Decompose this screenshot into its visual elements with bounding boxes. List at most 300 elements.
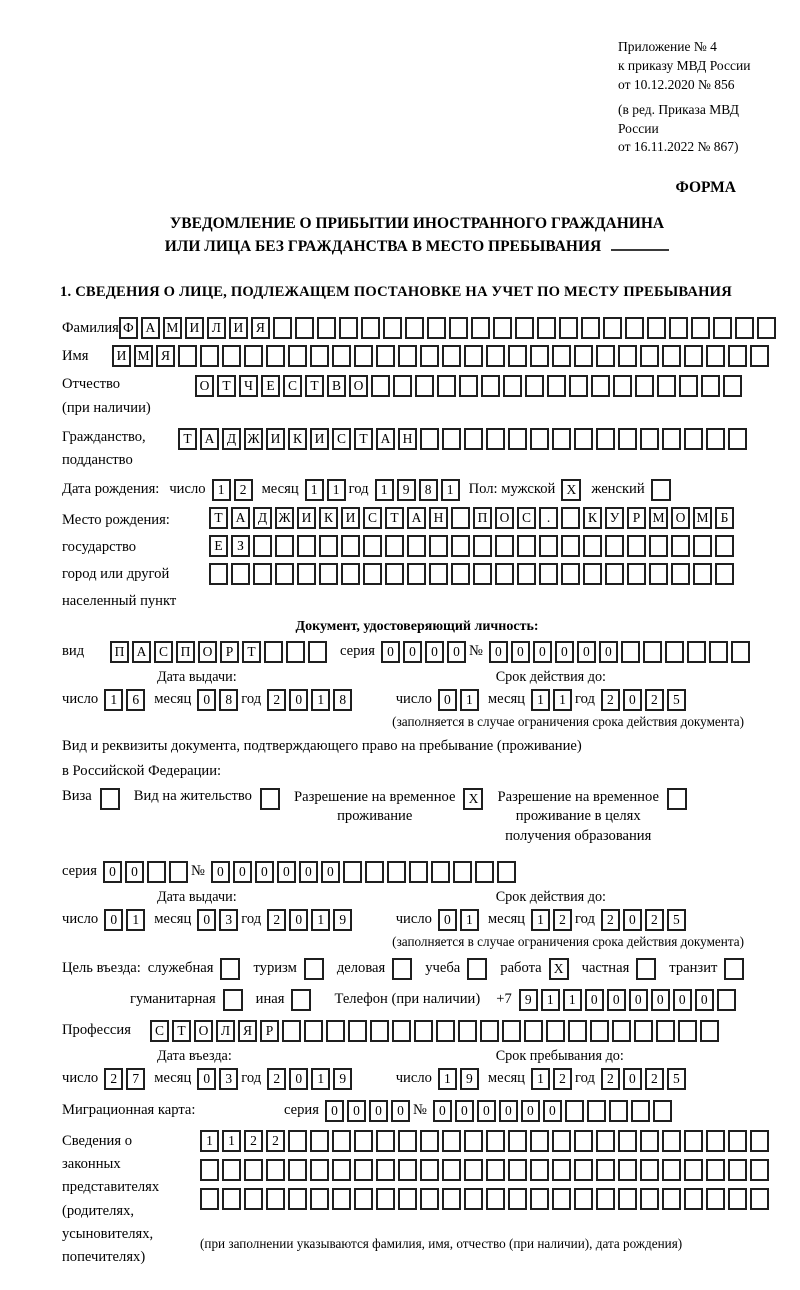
- form-cell[interactable]: 2: [645, 909, 664, 931]
- form-cell[interactable]: 0: [289, 689, 308, 711]
- form-cell[interactable]: [515, 317, 534, 339]
- form-cell[interactable]: 2: [267, 909, 286, 931]
- form-cell[interactable]: [473, 535, 492, 557]
- form-cell[interactable]: И: [112, 345, 131, 367]
- form-cell[interactable]: [200, 345, 219, 367]
- form-cell[interactable]: [530, 1188, 549, 1210]
- form-cell[interactable]: [273, 317, 292, 339]
- form-cell[interactable]: 2: [645, 689, 664, 711]
- form-cell[interactable]: [407, 535, 426, 557]
- form-cell[interactable]: [508, 428, 527, 450]
- form-cell[interactable]: 5: [667, 1068, 686, 1090]
- form-cell[interactable]: Ж: [244, 428, 263, 450]
- form-cell[interactable]: 0: [289, 909, 308, 931]
- form-cell[interactable]: 0: [477, 1100, 496, 1122]
- form-cell[interactable]: 0: [347, 1100, 366, 1122]
- form-cell[interactable]: 1: [327, 479, 346, 501]
- form-cell[interactable]: [376, 345, 395, 367]
- form-cell[interactable]: [436, 1020, 455, 1042]
- form-cell[interactable]: [341, 535, 360, 557]
- form-cell[interactable]: [495, 535, 514, 557]
- form-cell[interactable]: [750, 345, 769, 367]
- form-cell[interactable]: Т: [354, 428, 373, 450]
- form-cell[interactable]: 0: [455, 1100, 474, 1122]
- form-cell[interactable]: [671, 535, 690, 557]
- form-cell[interactable]: [363, 563, 382, 585]
- form-cell[interactable]: 2: [553, 1068, 572, 1090]
- form-cell[interactable]: [310, 1130, 329, 1152]
- form-cell[interactable]: [640, 428, 659, 450]
- form-cell[interactable]: [222, 1188, 241, 1210]
- form-cell[interactable]: [706, 1130, 725, 1152]
- form-cell[interactable]: [420, 1159, 439, 1181]
- form-cell[interactable]: [442, 345, 461, 367]
- form-cell[interactable]: 1: [541, 989, 560, 1011]
- form-cell[interactable]: Б: [715, 507, 734, 529]
- form-cell[interactable]: [486, 1130, 505, 1152]
- form-cell[interactable]: [700, 1020, 719, 1042]
- form-cell[interactable]: [459, 375, 478, 397]
- form-cell[interactable]: [728, 1130, 747, 1152]
- purpose-transit-checkbox[interactable]: [724, 958, 744, 980]
- form-cell[interactable]: А: [231, 507, 250, 529]
- form-cell[interactable]: [427, 317, 446, 339]
- form-cell[interactable]: [387, 861, 406, 883]
- form-cell[interactable]: [701, 375, 720, 397]
- form-cell[interactable]: [583, 563, 602, 585]
- form-cell[interactable]: [530, 345, 549, 367]
- form-cell[interactable]: [539, 563, 558, 585]
- form-cell[interactable]: 0: [499, 1100, 518, 1122]
- form-cell[interactable]: [706, 345, 725, 367]
- form-cell[interactable]: [713, 317, 732, 339]
- form-cell[interactable]: [678, 1020, 697, 1042]
- form-cell[interactable]: 0: [103, 861, 122, 883]
- form-cell[interactable]: [385, 535, 404, 557]
- form-cell[interactable]: [684, 1159, 703, 1181]
- form-cell[interactable]: П: [176, 641, 195, 663]
- form-cell[interactable]: [657, 375, 676, 397]
- form-cell[interactable]: [414, 1020, 433, 1042]
- form-cell[interactable]: [464, 1188, 483, 1210]
- form-cell[interactable]: Р: [627, 507, 646, 529]
- form-cell[interactable]: Я: [156, 345, 175, 367]
- form-cell[interactable]: 0: [277, 861, 296, 883]
- form-cell[interactable]: С: [517, 507, 536, 529]
- form-cell[interactable]: [612, 1020, 631, 1042]
- form-cell[interactable]: [420, 1188, 439, 1210]
- form-cell[interactable]: Р: [220, 641, 239, 663]
- form-cell[interactable]: [574, 345, 593, 367]
- form-cell[interactable]: [297, 535, 316, 557]
- form-cell[interactable]: [517, 535, 536, 557]
- form-cell[interactable]: 1: [311, 689, 330, 711]
- form-cell[interactable]: [625, 317, 644, 339]
- form-cell[interactable]: 0: [321, 861, 340, 883]
- form-cell[interactable]: [596, 345, 615, 367]
- form-cell[interactable]: 1: [212, 479, 231, 501]
- form-cell[interactable]: [618, 428, 637, 450]
- residence-permit-checkbox[interactable]: [260, 788, 280, 810]
- form-cell[interactable]: [552, 1188, 571, 1210]
- form-cell[interactable]: 1: [531, 689, 550, 711]
- form-cell[interactable]: 0: [438, 909, 457, 931]
- form-cell[interactable]: [656, 1020, 675, 1042]
- form-cell[interactable]: [275, 563, 294, 585]
- form-cell[interactable]: [574, 1159, 593, 1181]
- form-cell[interactable]: [288, 1188, 307, 1210]
- form-cell[interactable]: 0: [369, 1100, 388, 1122]
- form-cell[interactable]: 0: [533, 641, 552, 663]
- form-cell[interactable]: [671, 563, 690, 585]
- form-cell[interactable]: 1: [531, 1068, 550, 1090]
- purpose-commercial-checkbox[interactable]: [392, 958, 412, 980]
- form-cell[interactable]: [458, 1020, 477, 1042]
- form-cell[interactable]: [332, 1130, 351, 1152]
- form-cell[interactable]: О: [671, 507, 690, 529]
- form-cell[interactable]: 2: [601, 1068, 620, 1090]
- form-cell[interactable]: [473, 563, 492, 585]
- form-cell[interactable]: С: [283, 375, 302, 397]
- form-cell[interactable]: [147, 861, 166, 883]
- form-cell[interactable]: [574, 1130, 593, 1152]
- form-cell[interactable]: [618, 1159, 637, 1181]
- form-cell[interactable]: [693, 563, 712, 585]
- form-cell[interactable]: 0: [381, 641, 400, 663]
- form-cell[interactable]: [308, 641, 327, 663]
- form-cell[interactable]: [603, 317, 622, 339]
- form-cell[interactable]: [481, 375, 500, 397]
- form-cell[interactable]: [731, 641, 750, 663]
- form-cell[interactable]: 2: [266, 1130, 285, 1152]
- form-cell[interactable]: А: [200, 428, 219, 450]
- form-cell[interactable]: [420, 428, 439, 450]
- form-cell[interactable]: [530, 1130, 549, 1152]
- form-cell[interactable]: 5: [667, 909, 686, 931]
- form-cell[interactable]: [717, 989, 736, 1011]
- form-cell[interactable]: [596, 1159, 615, 1181]
- form-cell[interactable]: [709, 641, 728, 663]
- form-cell[interactable]: 1: [553, 689, 572, 711]
- form-cell[interactable]: [627, 563, 646, 585]
- form-cell[interactable]: 0: [695, 989, 714, 1011]
- form-cell[interactable]: [552, 1130, 571, 1152]
- form-cell[interactable]: К: [288, 428, 307, 450]
- form-cell[interactable]: Е: [261, 375, 280, 397]
- form-cell[interactable]: 0: [197, 1068, 216, 1090]
- form-cell[interactable]: 3: [219, 1068, 238, 1090]
- temp-residence-edu-checkbox[interactable]: [667, 788, 687, 810]
- form-cell[interactable]: [451, 507, 470, 529]
- form-cell[interactable]: [684, 428, 703, 450]
- form-cell[interactable]: [706, 1159, 725, 1181]
- form-cell[interactable]: М: [163, 317, 182, 339]
- temp-residence-checkbox[interactable]: X: [463, 788, 483, 810]
- form-cell[interactable]: [393, 375, 412, 397]
- form-cell[interactable]: 1: [311, 909, 330, 931]
- form-cell[interactable]: [398, 1130, 417, 1152]
- form-cell[interactable]: [693, 535, 712, 557]
- form-cell[interactable]: [275, 535, 294, 557]
- form-cell[interactable]: [288, 345, 307, 367]
- form-cell[interactable]: [371, 375, 390, 397]
- form-cell[interactable]: [530, 1159, 549, 1181]
- form-cell[interactable]: [310, 1159, 329, 1181]
- form-cell[interactable]: [471, 317, 490, 339]
- form-cell[interactable]: [376, 1159, 395, 1181]
- form-cell[interactable]: 9: [397, 479, 416, 501]
- form-cell[interactable]: [348, 1020, 367, 1042]
- form-cell[interactable]: 0: [289, 1068, 308, 1090]
- form-cell[interactable]: [480, 1020, 499, 1042]
- form-cell[interactable]: У: [605, 507, 624, 529]
- form-cell[interactable]: Д: [253, 507, 272, 529]
- form-cell[interactable]: [508, 1130, 527, 1152]
- form-cell[interactable]: 8: [219, 689, 238, 711]
- form-cell[interactable]: [723, 375, 742, 397]
- form-cell[interactable]: [669, 317, 688, 339]
- form-cell[interactable]: [524, 1020, 543, 1042]
- form-cell[interactable]: 0: [299, 861, 318, 883]
- form-cell[interactable]: Ж: [275, 507, 294, 529]
- form-cell[interactable]: [442, 1188, 461, 1210]
- form-cell[interactable]: [552, 345, 571, 367]
- form-cell[interactable]: 0: [104, 909, 123, 931]
- form-cell[interactable]: [486, 1159, 505, 1181]
- form-cell[interactable]: [565, 1100, 584, 1122]
- form-cell[interactable]: 0: [211, 861, 230, 883]
- form-cell[interactable]: [634, 1020, 653, 1042]
- form-cell[interactable]: 0: [585, 989, 604, 1011]
- form-cell[interactable]: 1: [305, 479, 324, 501]
- form-cell[interactable]: Д: [222, 428, 241, 450]
- form-cell[interactable]: [222, 1159, 241, 1181]
- form-cell[interactable]: 0: [197, 689, 216, 711]
- form-cell[interactable]: 0: [623, 909, 642, 931]
- form-cell[interactable]: О: [195, 375, 214, 397]
- form-cell[interactable]: К: [583, 507, 602, 529]
- form-cell[interactable]: [665, 641, 684, 663]
- form-cell[interactable]: Е: [209, 535, 228, 557]
- form-cell[interactable]: А: [407, 507, 426, 529]
- form-cell[interactable]: [530, 428, 549, 450]
- form-cell[interactable]: [332, 345, 351, 367]
- form-cell[interactable]: 2: [234, 479, 253, 501]
- form-cell[interactable]: [363, 535, 382, 557]
- form-cell[interactable]: 0: [623, 1068, 642, 1090]
- form-cell[interactable]: [365, 861, 384, 883]
- form-cell[interactable]: 1: [126, 909, 145, 931]
- form-cell[interactable]: [581, 317, 600, 339]
- form-cell[interactable]: [253, 535, 272, 557]
- form-cell[interactable]: 0: [403, 641, 422, 663]
- form-cell[interactable]: [691, 317, 710, 339]
- form-cell[interactable]: 1: [460, 689, 479, 711]
- form-cell[interactable]: 9: [333, 909, 352, 931]
- form-cell[interactable]: [546, 1020, 565, 1042]
- form-cell[interactable]: [304, 1020, 323, 1042]
- form-cell[interactable]: 0: [599, 641, 618, 663]
- form-cell[interactable]: [442, 428, 461, 450]
- form-cell[interactable]: 0: [623, 689, 642, 711]
- form-cell[interactable]: 0: [425, 641, 444, 663]
- purpose-business-checkbox[interactable]: [220, 958, 240, 980]
- form-cell[interactable]: [679, 375, 698, 397]
- form-cell[interactable]: [354, 345, 373, 367]
- form-cell[interactable]: [398, 1159, 417, 1181]
- form-cell[interactable]: [591, 375, 610, 397]
- form-cell[interactable]: [317, 317, 336, 339]
- form-cell[interactable]: [640, 345, 659, 367]
- form-cell[interactable]: [568, 1020, 587, 1042]
- form-cell[interactable]: [574, 428, 593, 450]
- form-cell[interactable]: 1: [222, 1130, 241, 1152]
- form-cell[interactable]: О: [495, 507, 514, 529]
- form-cell[interactable]: [627, 535, 646, 557]
- form-cell[interactable]: [209, 563, 228, 585]
- form-cell[interactable]: [451, 535, 470, 557]
- form-cell[interactable]: [684, 345, 703, 367]
- form-cell[interactable]: Т: [217, 375, 236, 397]
- form-cell[interactable]: Т: [305, 375, 324, 397]
- form-cell[interactable]: [354, 1159, 373, 1181]
- form-cell[interactable]: [288, 1130, 307, 1152]
- form-cell[interactable]: [264, 641, 283, 663]
- form-cell[interactable]: [341, 563, 360, 585]
- form-cell[interactable]: 0: [325, 1100, 344, 1122]
- form-cell[interactable]: С: [150, 1020, 169, 1042]
- form-cell[interactable]: 5: [667, 689, 686, 711]
- form-cell[interactable]: 0: [555, 641, 574, 663]
- form-cell[interactable]: [618, 1130, 637, 1152]
- form-cell[interactable]: [343, 861, 362, 883]
- form-cell[interactable]: [706, 1188, 725, 1210]
- form-cell[interactable]: [464, 1159, 483, 1181]
- form-cell[interactable]: [392, 1020, 411, 1042]
- form-cell[interactable]: [561, 535, 580, 557]
- form-cell[interactable]: О: [349, 375, 368, 397]
- form-cell[interactable]: [286, 641, 305, 663]
- form-cell[interactable]: [398, 345, 417, 367]
- form-cell[interactable]: [420, 345, 439, 367]
- form-cell[interactable]: Ч: [239, 375, 258, 397]
- form-cell[interactable]: [169, 861, 188, 883]
- form-cell[interactable]: [361, 317, 380, 339]
- form-cell[interactable]: 0: [255, 861, 274, 883]
- form-cell[interactable]: [574, 1188, 593, 1210]
- form-cell[interactable]: 0: [577, 641, 596, 663]
- form-cell[interactable]: Ф: [119, 317, 138, 339]
- form-cell[interactable]: 0: [197, 909, 216, 931]
- form-cell[interactable]: 2: [267, 689, 286, 711]
- form-cell[interactable]: [451, 563, 470, 585]
- form-cell[interactable]: П: [110, 641, 129, 663]
- form-cell[interactable]: 0: [673, 989, 692, 1011]
- form-cell[interactable]: 9: [460, 1068, 479, 1090]
- form-cell[interactable]: А: [141, 317, 160, 339]
- form-cell[interactable]: [244, 345, 263, 367]
- form-cell[interactable]: [442, 1159, 461, 1181]
- form-cell[interactable]: Т: [242, 641, 261, 663]
- form-cell[interactable]: [354, 1188, 373, 1210]
- form-cell[interactable]: [621, 641, 640, 663]
- form-cell[interactable]: 7: [126, 1068, 145, 1090]
- form-cell[interactable]: [244, 1188, 263, 1210]
- form-cell[interactable]: 8: [333, 689, 352, 711]
- form-cell[interactable]: [640, 1159, 659, 1181]
- form-cell[interactable]: Н: [429, 507, 448, 529]
- form-cell[interactable]: 0: [447, 641, 466, 663]
- form-cell[interactable]: [547, 375, 566, 397]
- form-cell[interactable]: [569, 375, 588, 397]
- form-cell[interactable]: [649, 535, 668, 557]
- form-cell[interactable]: Т: [172, 1020, 191, 1042]
- form-cell[interactable]: [415, 375, 434, 397]
- form-cell[interactable]: [640, 1130, 659, 1152]
- form-cell[interactable]: 1: [375, 479, 394, 501]
- purpose-private-checkbox[interactable]: [636, 958, 656, 980]
- form-cell[interactable]: С: [332, 428, 351, 450]
- form-cell[interactable]: [508, 1159, 527, 1181]
- form-cell[interactable]: 0: [543, 1100, 562, 1122]
- form-cell[interactable]: [332, 1159, 351, 1181]
- form-cell[interactable]: 2: [244, 1130, 263, 1152]
- form-cell[interactable]: [326, 1020, 345, 1042]
- form-cell[interactable]: 9: [333, 1068, 352, 1090]
- form-cell[interactable]: 3: [219, 909, 238, 931]
- form-cell[interactable]: Л: [207, 317, 226, 339]
- form-cell[interactable]: 0: [607, 989, 626, 1011]
- form-cell[interactable]: [376, 1130, 395, 1152]
- form-cell[interactable]: [662, 428, 681, 450]
- form-cell[interactable]: [295, 317, 314, 339]
- form-cell[interactable]: [310, 1188, 329, 1210]
- form-cell[interactable]: 2: [267, 1068, 286, 1090]
- form-cell[interactable]: [653, 1100, 672, 1122]
- form-cell[interactable]: Я: [238, 1020, 257, 1042]
- form-cell[interactable]: [429, 535, 448, 557]
- form-cell[interactable]: [508, 1188, 527, 1210]
- form-cell[interactable]: 2: [104, 1068, 123, 1090]
- form-cell[interactable]: [552, 428, 571, 450]
- sex-female-checkbox[interactable]: [651, 479, 671, 501]
- form-cell[interactable]: [559, 317, 578, 339]
- form-cell[interactable]: [486, 428, 505, 450]
- form-cell[interactable]: [715, 563, 734, 585]
- form-cell[interactable]: [662, 1130, 681, 1152]
- form-cell[interactable]: [605, 563, 624, 585]
- form-cell[interactable]: [486, 345, 505, 367]
- form-cell[interactable]: [266, 1188, 285, 1210]
- form-cell[interactable]: 1: [200, 1130, 219, 1152]
- form-cell[interactable]: [662, 345, 681, 367]
- form-cell[interactable]: [647, 317, 666, 339]
- visa-checkbox[interactable]: [100, 788, 120, 810]
- form-cell[interactable]: [493, 317, 512, 339]
- form-cell[interactable]: О: [198, 641, 217, 663]
- form-cell[interactable]: [405, 317, 424, 339]
- form-cell[interactable]: 0: [391, 1100, 410, 1122]
- form-cell[interactable]: [370, 1020, 389, 1042]
- form-cell[interactable]: 1: [441, 479, 460, 501]
- form-cell[interactable]: [631, 1100, 650, 1122]
- form-cell[interactable]: 1: [104, 689, 123, 711]
- form-cell[interactable]: [244, 1159, 263, 1181]
- form-cell[interactable]: [750, 1130, 769, 1152]
- form-cell[interactable]: Н: [398, 428, 417, 450]
- form-cell[interactable]: [613, 375, 632, 397]
- form-cell[interactable]: [222, 345, 241, 367]
